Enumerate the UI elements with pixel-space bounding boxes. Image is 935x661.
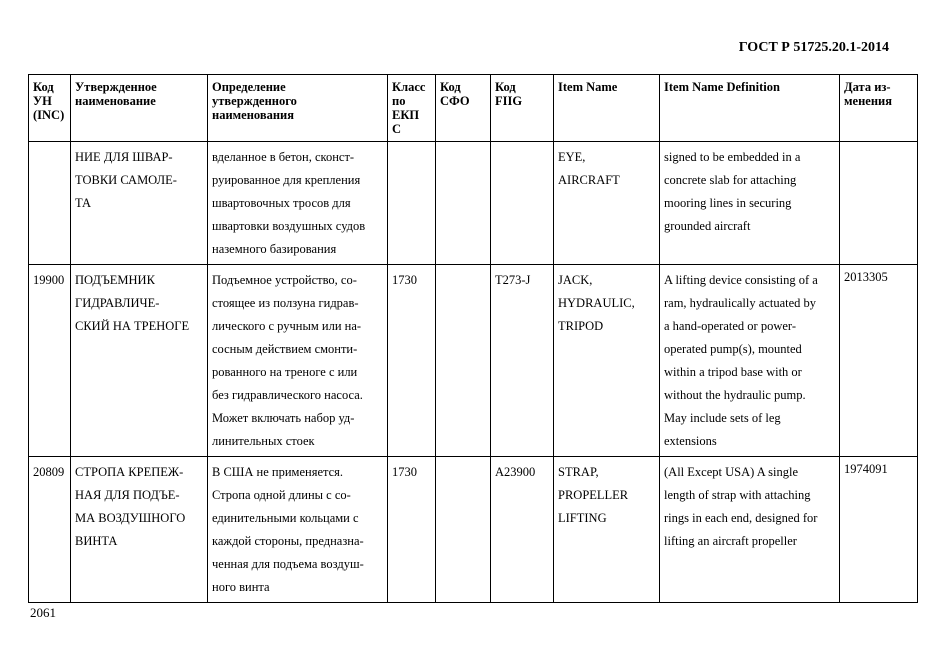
- page-number: 2061: [30, 605, 56, 620]
- cell-line: grounded aircraft: [664, 219, 751, 233]
- cell-line: LIFTING: [558, 511, 607, 525]
- cell-line: линительных стоек: [212, 434, 315, 448]
- column-header-definition: [208, 75, 388, 142]
- cell-item-name: [554, 457, 660, 603]
- table-header-row: [29, 75, 918, 142]
- cell-line: signed to be embedded in a: [664, 150, 801, 164]
- cell-name: [71, 142, 208, 265]
- cell-line: lifting an aircraft propeller: [664, 534, 797, 548]
- header-line: (INC): [33, 108, 65, 122]
- cell-line: extensions: [664, 434, 717, 448]
- cell-class: 1730: [388, 265, 436, 457]
- cell-line: стоящее из ползуна гидрав-: [212, 296, 359, 310]
- cell-line: СТРОПА КРЕПЕЖ-: [75, 465, 184, 479]
- column-header-fiig: [491, 75, 554, 142]
- cell-fiig: T273-J: [491, 265, 554, 457]
- cell-line: НИЕ ДЛЯ ШВАР-: [75, 150, 173, 164]
- header-line: ЕКП: [392, 108, 420, 122]
- column-header-inc: [29, 75, 71, 142]
- cell-line: ВИНТА: [75, 534, 118, 548]
- cell-line: вделанное в бетон, сконст-: [212, 150, 355, 164]
- column-header-name: [71, 75, 208, 142]
- cell-name: [71, 457, 208, 603]
- cell-line: без гидравлического насоса.: [212, 388, 363, 402]
- cell-inc: [29, 142, 71, 265]
- cell-line: AIRCRAFT: [558, 173, 620, 187]
- header-line: СФО: [440, 94, 470, 108]
- header-line: Определение: [212, 80, 286, 94]
- cell-line: руированное для крепления: [212, 173, 361, 187]
- table-row: [29, 265, 918, 457]
- cell-definition: [208, 457, 388, 603]
- cell-line: НАЯ ДЛЯ ПОДЪЕ-: [75, 488, 180, 502]
- column-header-class: [388, 75, 436, 142]
- column-header-item-name: [554, 75, 660, 142]
- cell-line: Может включать набор уд-: [212, 411, 355, 425]
- header-line: УН: [33, 94, 52, 108]
- cell-fiig: [491, 142, 554, 265]
- cell-line: PROPELLER: [558, 488, 629, 502]
- cell-line: единительными кольцами с: [212, 511, 359, 525]
- column-header-sfo: [436, 75, 491, 142]
- cell-line: швартовочных тросов для: [212, 196, 351, 210]
- header-line: Код: [33, 80, 54, 94]
- header-line: по: [392, 94, 406, 108]
- cell-line: ГИДРАВЛИЧЕ-: [75, 296, 160, 310]
- column-header-item-name-definition: [660, 75, 840, 142]
- cell-sfo: [436, 265, 491, 457]
- cell-date: 2013305: [840, 265, 918, 457]
- cell-definition: [208, 265, 388, 457]
- cell-sfo: [436, 142, 491, 265]
- cell-item-def: [660, 457, 840, 603]
- cell-item-name: [554, 265, 660, 457]
- column-header-change-date: [840, 75, 918, 142]
- header-line: Item Name Definition: [664, 80, 780, 94]
- cell-line: concrete slab for attaching: [664, 173, 797, 187]
- cell-line: лического с ручным или на-: [212, 319, 362, 333]
- header-line: С: [392, 122, 402, 136]
- cell-line: ПОДЪЕМНИК: [75, 273, 155, 287]
- header-line: утвержденного: [212, 94, 297, 108]
- table-row: [29, 142, 918, 265]
- cell-line: Стропа одной длины с со-: [212, 488, 351, 502]
- cell-fiig: A23900: [491, 457, 554, 603]
- cell-line: СКИЙ НА ТРЕНОГЕ: [75, 319, 190, 333]
- cell-line: mooring lines in securing: [664, 196, 792, 210]
- cell-line: каждой стороны, предназна-: [212, 534, 364, 548]
- cell-line: ного винта: [212, 580, 270, 594]
- header-line: наименования: [212, 108, 295, 122]
- cell-class: 1730: [388, 457, 436, 603]
- cell-line: В США не применяется.: [212, 465, 344, 479]
- cell-line: ТОВКИ САМОЛЕ-: [75, 173, 177, 187]
- cell-line: ченная для подъема воздуш-: [212, 557, 364, 571]
- cell-line: EYE,: [558, 150, 586, 164]
- cell-name: [71, 265, 208, 457]
- cell-line: сосным действием смонти-: [212, 342, 358, 356]
- standard-number: ГОСТ Р 51725.20.1-2014: [738, 40, 889, 55]
- cell-line: наземного базирования: [212, 242, 337, 256]
- header-line: Утвержденное: [75, 80, 157, 94]
- cell-definition: [208, 142, 388, 265]
- cell-line: a hand-operated or power-: [664, 319, 796, 333]
- header-line: FIIG: [495, 94, 523, 108]
- header-line: менения: [844, 94, 892, 108]
- cell-line: operated pump(s), mounted: [664, 342, 802, 356]
- cell-line: rings in each end, designed for: [664, 511, 818, 525]
- cell-inc: 19900: [29, 265, 71, 457]
- cell-line: ТА: [75, 196, 92, 210]
- cell-line: within a tripod base with or: [664, 365, 802, 379]
- header-line: Item Name: [558, 80, 618, 94]
- cell-line: TRIPOD: [558, 319, 604, 333]
- cell-line: HYDRAULIC,: [558, 296, 635, 310]
- header-line: Код: [495, 80, 516, 94]
- header-line: Класс: [392, 80, 426, 94]
- cell-line: JACK,: [558, 273, 593, 287]
- cell-line: without the hydraulic pump.: [664, 388, 806, 402]
- table-body: [29, 142, 918, 603]
- cell-date: 1974091: [840, 457, 918, 603]
- cell-date: [840, 142, 918, 265]
- cell-line: (All Except USA) A single: [664, 465, 799, 479]
- header-line: Дата из-: [844, 80, 891, 94]
- cell-sfo: [436, 457, 491, 603]
- cell-line: STRAP,: [558, 465, 599, 479]
- catalog-table: [28, 74, 918, 603]
- cell-line: Подъемное устройство, со-: [212, 273, 357, 287]
- header-line: наименование: [75, 94, 156, 108]
- cell-line: A lifting device consisting of a: [664, 273, 818, 287]
- cell-item-def: [660, 265, 840, 457]
- cell-item-name: [554, 142, 660, 265]
- cell-line: length of strap with attaching: [664, 488, 811, 502]
- cell-class: [388, 142, 436, 265]
- header-line: Код: [440, 80, 461, 94]
- cell-line: рованного на треноге с или: [212, 365, 358, 379]
- cell-line: ram, hydraulically actuated by: [664, 296, 817, 310]
- cell-item-def: [660, 142, 840, 265]
- cell-line: швартовки воздушных судов: [212, 219, 366, 233]
- cell-line: МА ВОЗДУШНОГО: [75, 511, 186, 525]
- cell-inc: 20809: [29, 457, 71, 603]
- cell-line: May include sets of leg: [664, 411, 781, 425]
- table-row: [29, 457, 918, 603]
